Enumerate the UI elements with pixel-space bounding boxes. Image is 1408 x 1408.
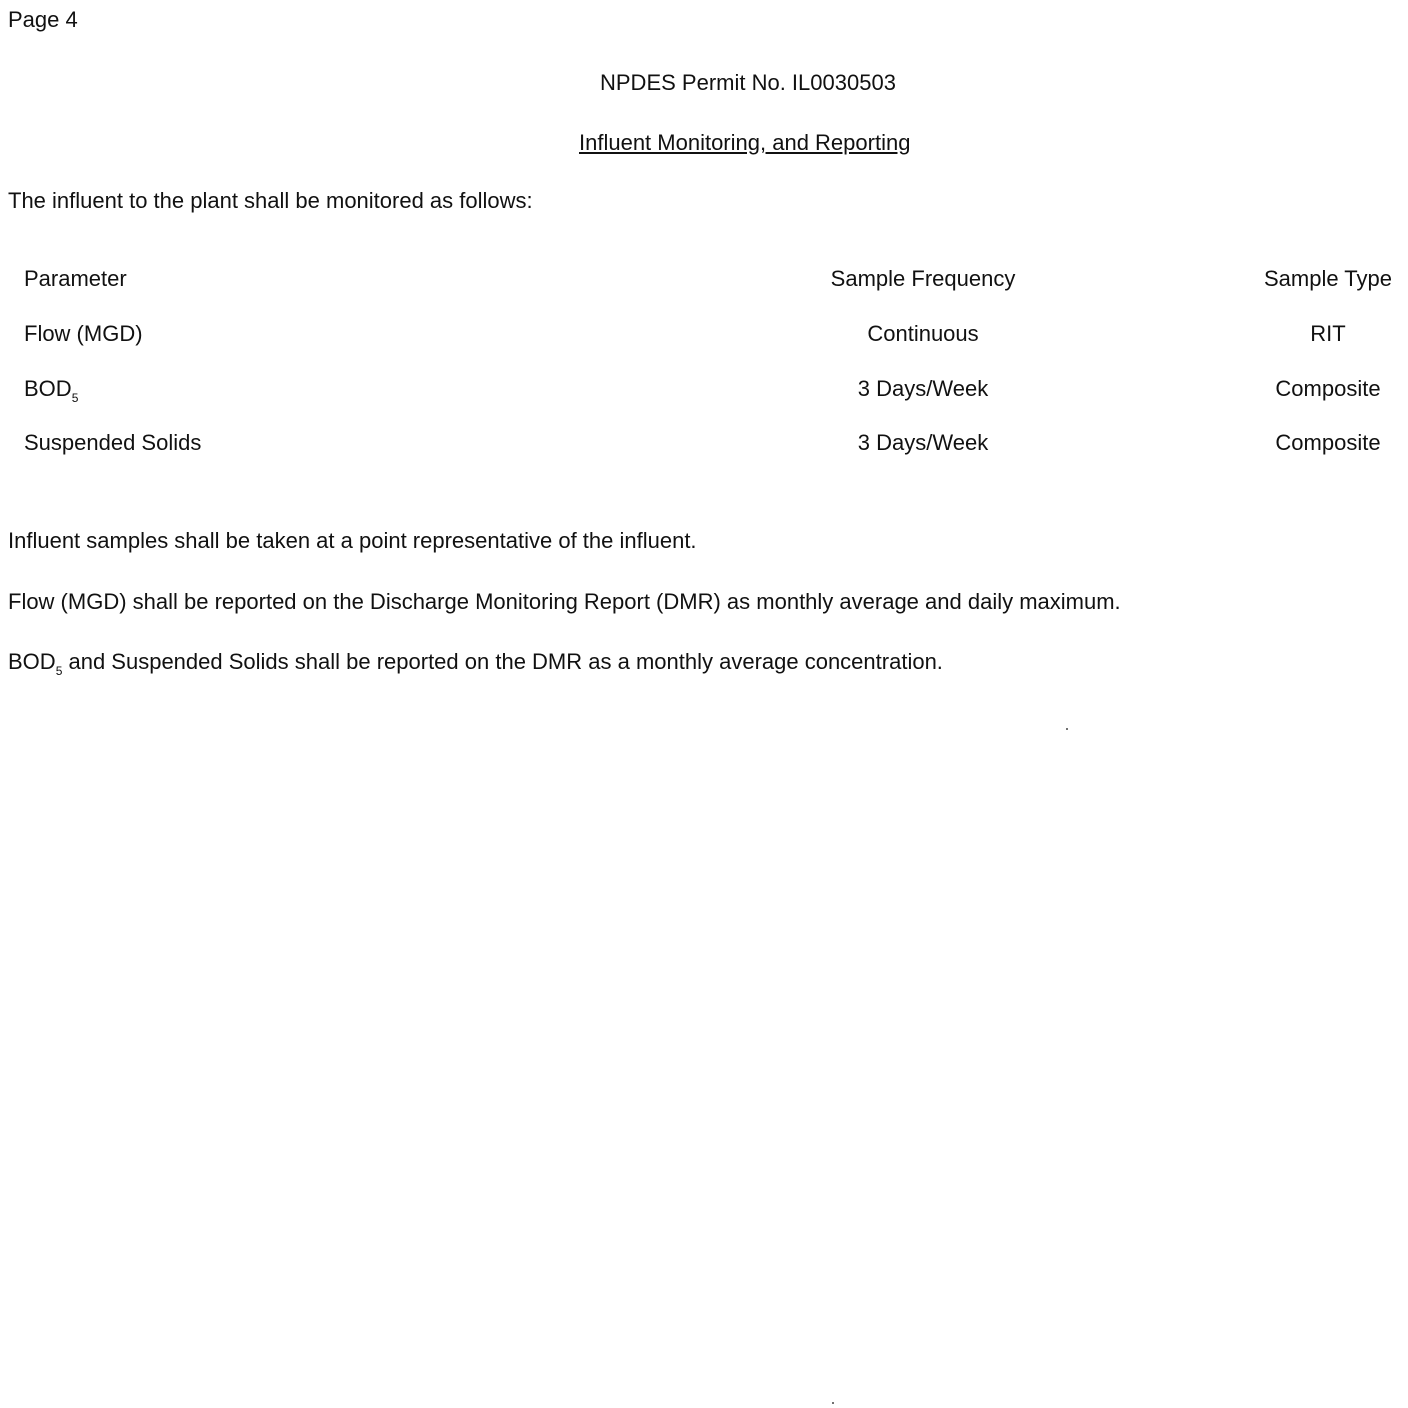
row-parameter <box>24 321 143 347</box>
page-label: Page 4 <box>8 7 78 32</box>
paragraph-bod-rest: and Suspended Solids shall be reported on the DMR as a monthly average concentration. <box>62 649 943 674</box>
paragraph-sampling-point: Influent samples shall be taken at a point representative of the influent. <box>8 528 697 553</box>
row-frequency: 3 Days/Week <box>857 376 989 401</box>
table-header-parameter: Parameter <box>24 266 127 291</box>
row-frequency: 3 Days/Week <box>857 430 989 455</box>
permit-number: NPDES Permit No. IL0030503 <box>600 70 896 95</box>
parameter-name: Flow (MGD) <box>24 321 143 346</box>
scan-speck <box>1066 728 1068 730</box>
section-heading: Influent Monitoring, and Reporting <box>579 130 911 155</box>
row-frequency: Continuous <box>867 321 979 346</box>
table-header-frequency: Sample Frequency <box>830 266 1016 291</box>
scan-speck <box>832 1402 834 1404</box>
parameter-name: BOD <box>24 376 72 401</box>
row-parameter <box>24 430 201 456</box>
parameter-name: Suspended Solids <box>24 430 202 455</box>
paragraph-bod-subscript: 5 <box>55 664 63 678</box>
intro-text: The influent to the plant shall be monitored as follows: <box>8 188 533 213</box>
row-type: RIT <box>1310 321 1346 346</box>
row-parameter <box>24 376 79 405</box>
paragraph-bod-reporting <box>8 649 943 678</box>
paragraph-bod-prefix: BOD <box>8 649 56 674</box>
parameter-subscript: 5 <box>71 391 79 405</box>
paragraph-flow-reporting: Flow (MGD) shall be reported on the Discharge Monitoring Report (DMR) as monthly average and daily maximum. <box>8 589 1121 614</box>
table-header-type: Sample Type <box>1263 266 1392 291</box>
row-type: Composite <box>1275 430 1381 455</box>
row-type: Composite <box>1275 376 1381 401</box>
